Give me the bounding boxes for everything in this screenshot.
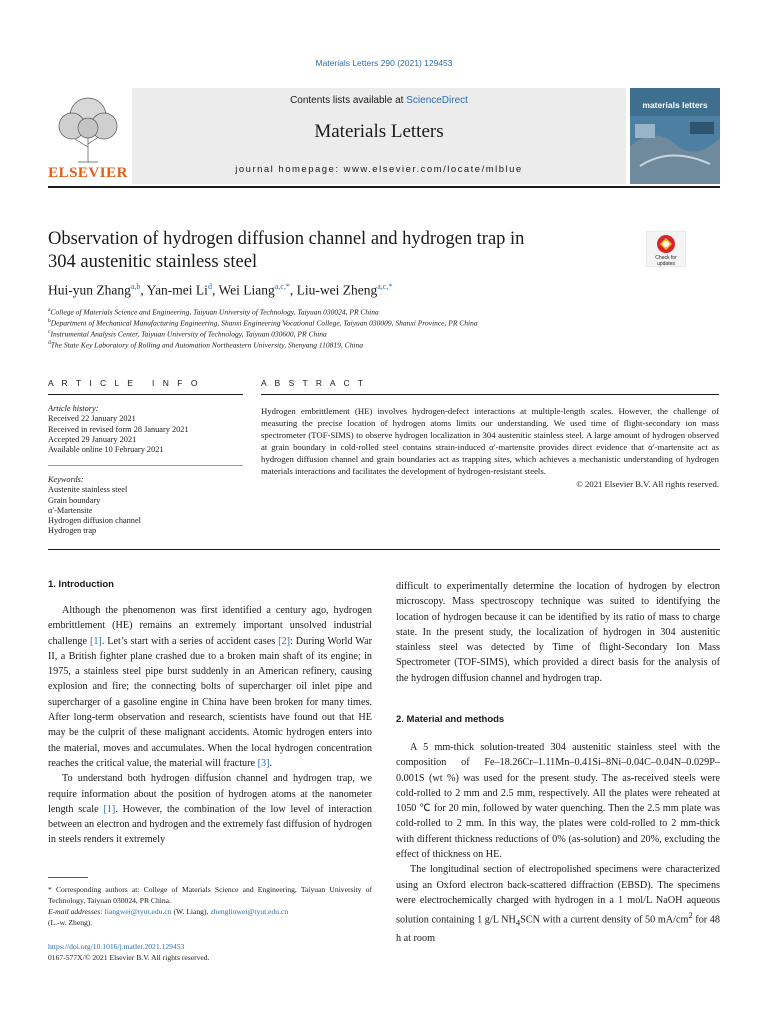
email-link[interactable]: liangwei@tyut.edu.cn <box>104 907 172 916</box>
introduction-heading: 1. Introduction <box>48 579 114 590</box>
email-label: E-mail addresses: <box>48 907 105 916</box>
issn-copyright: 0167-577X/© 2021 Elsevier B.V. All rights reserved. <box>48 953 210 962</box>
paragraph <box>48 603 372 771</box>
text-run: : During World War II, a British fighter plane crashed due to a broken main shaft of its engine; in 1975, a stainless steel pipe burst suddenly in an American refinery, causing explosion and fire; the connecting bolts of supercharger oil inlet pipe and supercharger of a gasoline engine in China have been broken for many times. After long-term observation and research, scientists have found out that HE may be the culprit of these malignant accidents. Atomic hydrogen enters into the material, moves and accumulates. When the local hydrogen concentration reaches the critical value, the material will fracture <box>48 635 372 769</box>
abstract-heading: A B S T R A C T <box>261 378 367 388</box>
abstract-text: Hydrogen embrittlement (HE) involves hydrogen-defect interactions at multiple-length scales. However, the challenge of measuring the precise location of hydrogen atoms limits our understanding. We used time of flight-secondary ion mass spectrometer (TOF-SIMS) to observe hydrogen localization in 304 austenitic stainless steel. A large amount of hydrogen observed at grain boundary in cold-rolled steel contains strain-induced α′-martensite provides direct evidence that α′-martensite act as hydrogen diffusion channel and grain boundaries act as trapping sites, which achieves a mechanistic understanding of hydrogen materials interactions and facilitates the development of hydrogen-resistant steels. <box>261 406 719 477</box>
email-owner: (L.-w. Zheng). <box>48 918 93 927</box>
text-run: for 48 h at room <box>396 914 720 944</box>
keyword: Hydrogen diffusion channel <box>48 516 141 526</box>
contents-line <box>132 95 626 106</box>
keyword: Hydrogen trap <box>48 526 97 536</box>
affiliation-text: Department of Mechanical Manufacturing Engineering, Shanxi Engineering Vocational College, Taiyuan 030009, Shanxi Province, PR China <box>50 318 478 328</box>
author-separator: , <box>289 282 297 298</box>
history-item: Received 22 January 2021 <box>48 414 136 424</box>
affiliation <box>48 318 728 328</box>
keyword: α′-Martensite <box>48 505 93 515</box>
history-item: Accepted 29 January 2021 <box>48 434 137 444</box>
affiliation-key: d <box>48 340 51 346</box>
citation-link[interactable]: [1] <box>89 635 102 647</box>
journal-name: Materials Letters <box>314 121 444 142</box>
header-rule <box>48 186 720 188</box>
citation-link[interactable]: [3] <box>257 757 270 769</box>
subscript: 4 <box>515 917 521 928</box>
keyword: Austenite stainless steel <box>48 485 128 495</box>
author-affiliation-marker[interactable]: d <box>207 282 212 291</box>
abstract-copyright: © 2021 Elsevier B.V. All rights reserved. <box>576 478 719 489</box>
text-run: . Let’s start with a series of accident cases <box>101 635 279 647</box>
abstract-rule <box>261 394 719 395</box>
article-history <box>48 404 248 455</box>
contents-prefix: Contents lists available at <box>290 95 407 106</box>
paragraph: A 5 mm-thick solution-treated 304 austenitic stainless steel with the composition of Fe–18.26Cr–1.11Mn–0.41Si–8Ni–0.04C–0.04N–0.029P–0.001S (wt %) was used for the present study. The as-received steels were cold-rolled to 2 mm and 2.5 mm, respectively. All the plates were reheated at 1050 ℃ for 20 min, followed by water quenching. Then the 2.5 mm plate was cold-rolled to 2 mm. In this way, the plates were cold-rolled to 2 mm-thick with different thickness reductions of 0% (as-solution) and 20%, excluding the effect of thickness on HE. <box>396 742 720 861</box>
article-title-line-2: 304 austenitic stainless steel <box>48 252 258 272</box>
history-item: Received in revised form 28 January 2021 <box>48 424 189 434</box>
author-affiliation-marker[interactable]: a,c,* <box>377 282 393 291</box>
affiliation <box>48 329 728 339</box>
methods-heading: 2. Material and methods <box>396 714 505 725</box>
author-list <box>48 282 668 299</box>
journal-homepage[interactable]: journal homepage: www.elsevier.com/locate/mlblue <box>235 164 523 175</box>
keywords-block <box>48 475 248 537</box>
affiliation <box>48 307 728 317</box>
keyword: Grain boundary <box>48 495 101 505</box>
citation-link[interactable]: [1] <box>103 803 116 815</box>
superscript: 2 <box>688 910 693 921</box>
doi-link[interactable]: https://doi.org/10.1016/j.matlet.2021.129453 <box>48 942 185 951</box>
article-info-rule <box>48 394 243 395</box>
affiliation-text: The State Key Laboratory of Rolling and Automation Northeastern University, Shenyang 110819, China <box>50 340 363 350</box>
text-run: . However, the combination of the low level of interaction between an electron and hydrogen and the extremely fast diffusion of hydrogen in steels renders it extremely <box>48 803 372 846</box>
abstract-body <box>261 405 719 490</box>
publisher-wordmark: ELSEVIER <box>48 165 128 181</box>
author-affiliation-marker[interactable]: a,c,* <box>274 282 290 291</box>
email-owner: (W. Liang), <box>171 907 209 916</box>
affiliation <box>48 340 728 350</box>
text-run: SCN with a current density of 50 mA/cm <box>520 914 689 926</box>
paragraph <box>48 771 372 847</box>
corresponding-authors-note: * Corresponding authors at: College of Materials Science and Engineering, Taiyuan University of Technology, Taiyuan 030024, PR China. <box>48 885 372 905</box>
sciencedirect-link[interactable]: ScienceDirect <box>406 95 468 106</box>
author-name[interactable]: Liu-wei Zheng <box>296 282 378 298</box>
email-link[interactable]: zhengliuwei@tyut.edu.cn <box>210 907 289 916</box>
cover-title: materials letters <box>642 100 708 110</box>
citation-link[interactable]: [2] <box>278 635 291 647</box>
footnote-rule <box>48 877 88 878</box>
affiliation-key: a <box>48 307 51 313</box>
journal-cover-image <box>630 88 720 184</box>
affiliation-key: b <box>48 318 51 324</box>
front-matter-rule <box>48 549 720 550</box>
paragraph: difficult to experimentally determine the location of hydrogen by electron microscopy. Mass spectroscopy technique was suited to identifying the location of hydrogen because it can be identified by its ratio of mass to charge state. In the present study, the localization of hydrogen in 304 austenitic stainless steel was detected by Time of flight-Secondary Ion Mass Spectrometer (TOF-SIMS), which provided a direct basis for the analysis of the hydrogen diffusion channel and hydrogen trap. <box>396 581 720 684</box>
author-separator: , <box>211 282 219 298</box>
history-label: Article history: <box>48 404 99 413</box>
paragraph <box>396 862 720 946</box>
cover-artwork <box>630 116 720 184</box>
corresponding-footnote <box>48 884 372 928</box>
text-run: . <box>269 757 273 769</box>
keywords-label: Keywords: <box>48 475 84 484</box>
article-title-line-1: Observation of hydrogen diffusion channel and hydrogen trap in <box>48 229 525 249</box>
history-item: Available online 10 February 2021 <box>48 445 164 455</box>
keywords-rule <box>48 465 243 466</box>
author-name[interactable]: Hui-yun Zhang <box>48 282 131 298</box>
article-info-heading: A R T I C L E I N F O <box>48 378 201 388</box>
journal-reference[interactable]: Materials Letters 290 (2021) 129453 <box>315 58 453 68</box>
text-run: The longitudinal section of electropolished specimens were characterized using an Oxford electron back-scattered diffraction (EBSD). The specimens were electrochemically charged with hydrogen in a 1 mol/L NaOH aqueous solution containing 1 g/L NH <box>396 864 720 926</box>
crossmark-label: Check for updates <box>655 255 677 267</box>
author-separator: , <box>140 282 147 298</box>
crossmark-badge[interactable] <box>646 231 686 267</box>
introduction-body-right <box>396 579 720 686</box>
email-line <box>48 906 372 917</box>
text-run: Although the phenomenon was first identified a century ago, hydrogen embrittlement (HE) remains an extremely important unsolved industrial challenge <box>48 605 372 647</box>
article-title <box>48 228 608 274</box>
text-run: To understand both hydrogen diffusion channel and hydrogen trap, we require information about the position of hydrogen atoms at the nanometer length scale <box>48 773 372 815</box>
author-name[interactable]: Wei Liang <box>218 282 275 298</box>
methods-body <box>396 740 720 946</box>
affiliation-text: College of Materials Science and Engineering, Taiyuan University of Technology, Taiyuan 030024, PR China <box>50 307 379 317</box>
introduction-body-left <box>48 603 372 848</box>
author-affiliation-marker[interactable]: a,b <box>130 282 141 291</box>
affiliation-key: c <box>48 329 51 335</box>
author-name[interactable]: Yan-mei Li <box>146 282 208 298</box>
affiliation-text: Instrumental Analysis Center, Taiyuan University of Technology, Taiyuan 030600, PR China <box>50 329 327 339</box>
doi-block <box>48 941 372 963</box>
